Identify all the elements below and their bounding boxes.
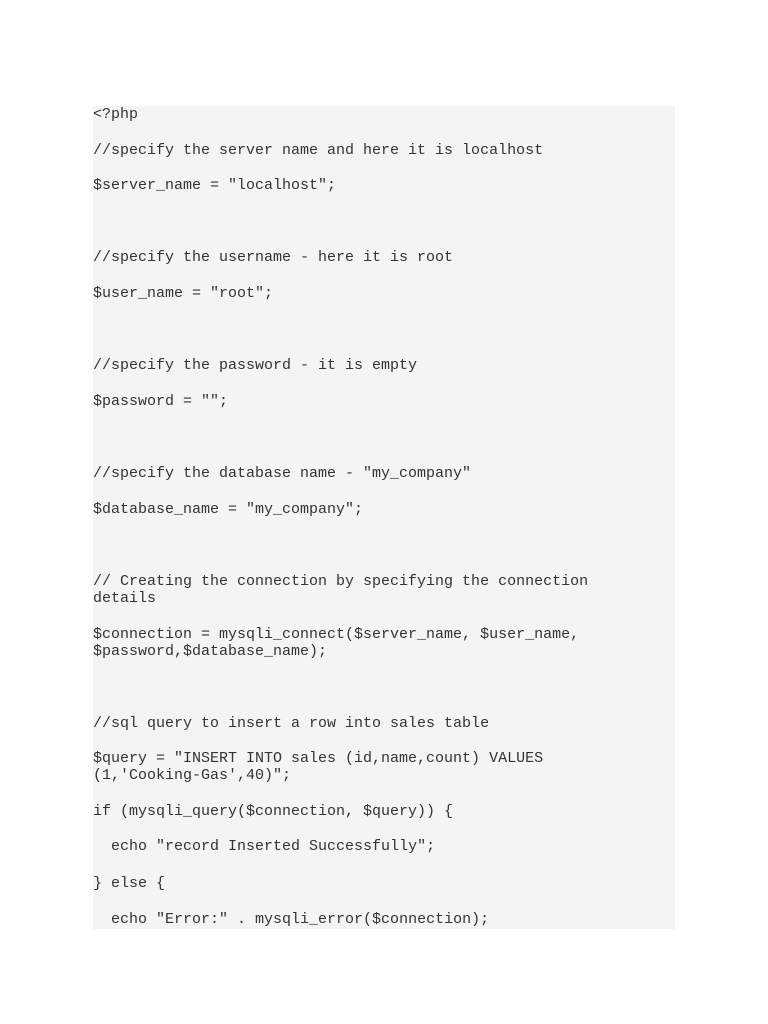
code-line-user-name: $user_name = "root"; (93, 285, 274, 302)
code-line-comment-password: //specify the password - it is empty (93, 357, 418, 374)
code-block (93, 106, 675, 929)
code-line-if: if (mysqli_query($connection, $query)) { (93, 803, 454, 820)
code-line-php-open: <?php (93, 106, 139, 123)
code-line-server-name: $server_name = "localhost"; (93, 177, 337, 194)
code-line-database-name: $database_name = "my_company"; (93, 501, 364, 518)
code-line-comment-username: //specify the username - here it is root (93, 249, 454, 266)
code-line-echo-error: echo "Error:" . mysqli_error($connection); (93, 911, 490, 928)
code-line-connection: $connection = mysqli_connect($server_name, $user_name, $password,$database_name); (93, 626, 589, 660)
code-line-comment-connection: // Creating the connection by specifying the connection details (93, 573, 598, 607)
code-line-query: $query = "INSERT INTO sales (id,name,count) VALUES (1,'Cooking-Gas',40)"; (93, 750, 553, 784)
code-line-else: } else { (93, 875, 166, 892)
code-line-comment-database: //specify the database name - "my_company" (93, 465, 472, 482)
code-line-echo-success: echo "record Inserted Successfully"; (93, 838, 436, 855)
code-line-password: $password = ""; (93, 393, 229, 410)
code-line-comment-server: //specify the server name and here it is localhost (93, 142, 544, 159)
code-line-comment-query: //sql query to insert a row into sales table (93, 715, 490, 732)
